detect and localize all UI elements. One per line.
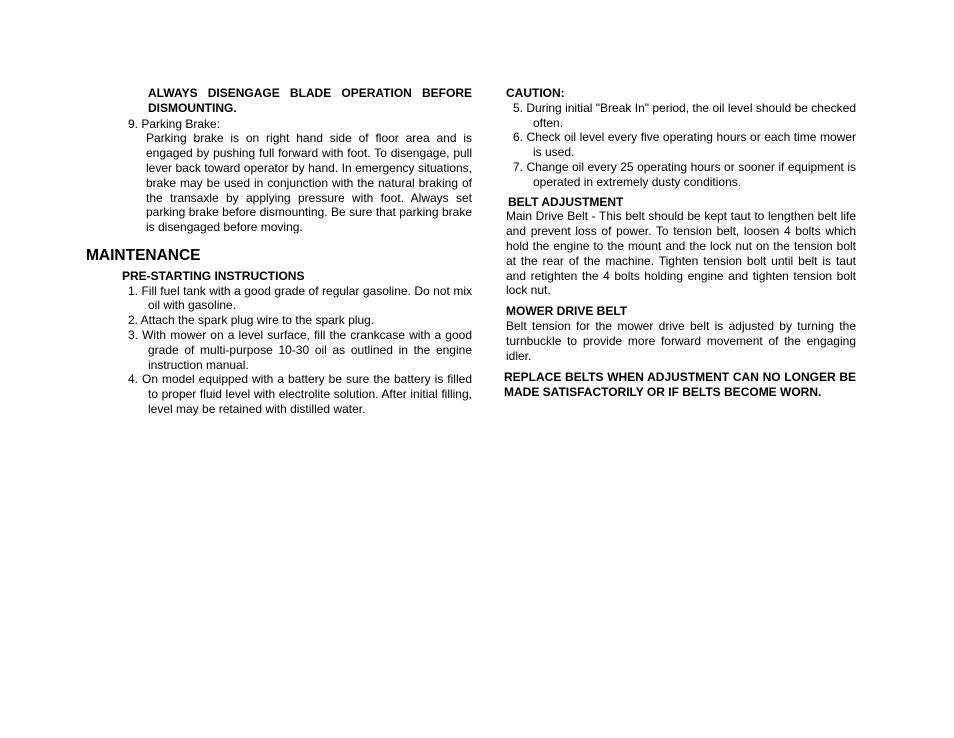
list-item: 7. Change oil every 25 operating hours or sooner if equipment is operated in extremely dusty conditions. [513,159,856,189]
maintenance-heading: MAINTENANCE [86,246,201,264]
list-item: 4. On model equipped with a battery be sure the battery is filled to proper fluid level with electrolite solution. After initial filling, level may be retained with distilled water. [128,372,472,416]
list-item: 3. With mower on a level surface, fill the crankcase with a good grade of multi-purpose 10-30 oil as outlined in the engine instruction manual. [128,327,472,372]
left-column [86,86,472,417]
parking-brake-text: Parking brake is on right hand side of floor area and is engaged by pushing full forward with foot. To disengage, pull lever back toward operator by hand. In emergency situations, brake may be used in conjunction with the natural braking of the transaxle by applying pressure with foot. Always set parking brake before dismounting. Be sure that parking brake is disengaged before moving. [146,131,472,235]
prestart-list [86,284,472,417]
parking-brake-title: 9. Parking Brake: [128,116,221,131]
belt-adjustment-text: Main Drive Belt - This belt should be kept taut to lengthen belt life and prevent loss of power. To tension belt, loosen 4 bolts which hold the engine to the mount and the lock nut on the tension bolt at the rear of the machine. Tighten tension bolt until belt is taut and retighten the 4 bolts holding engine and tighten tension bolt lock nut. [506,209,856,298]
right-column [504,86,856,400]
list-item: 1. Fill fuel tank with a good grade of regular gasoline. Do not mix oil with gasoline. [128,283,472,313]
caution-heading: CAUTION: [506,86,565,100]
prestart-heading: PRE-STARTING INSTRUCTIONS [122,268,305,283]
list-item: 2. Attach the spark plug wire to the spark plug. [128,313,375,328]
list-item: 6. Check oil level every five operating hours or each time mower is used. [513,130,856,160]
mower-drive-belt-heading: MOWER DRIVE BELT [506,304,628,319]
mower-drive-belt-text: Belt tension for the mower drive belt is adjusted by turning the turnbuckle to provide more forward movement of the engaging idler. [506,318,856,363]
disengage-warning: ALWAYS DISENGAGE BLADE OPERATION BEFORE DISMOUNTING. [148,86,472,115]
list-item: 5. During initial "Break In" period, the oil level should be checked often. [513,100,856,130]
caution-list [504,101,856,190]
replace-belts-warning: REPLACE BELTS WHEN ADJUSTMENT CAN NO LONGER BE MADE SATISFACTORILY OR IF BELTS BECOME WORN. [504,370,856,400]
belt-adjustment-heading: BELT ADJUSTMENT [508,194,624,209]
